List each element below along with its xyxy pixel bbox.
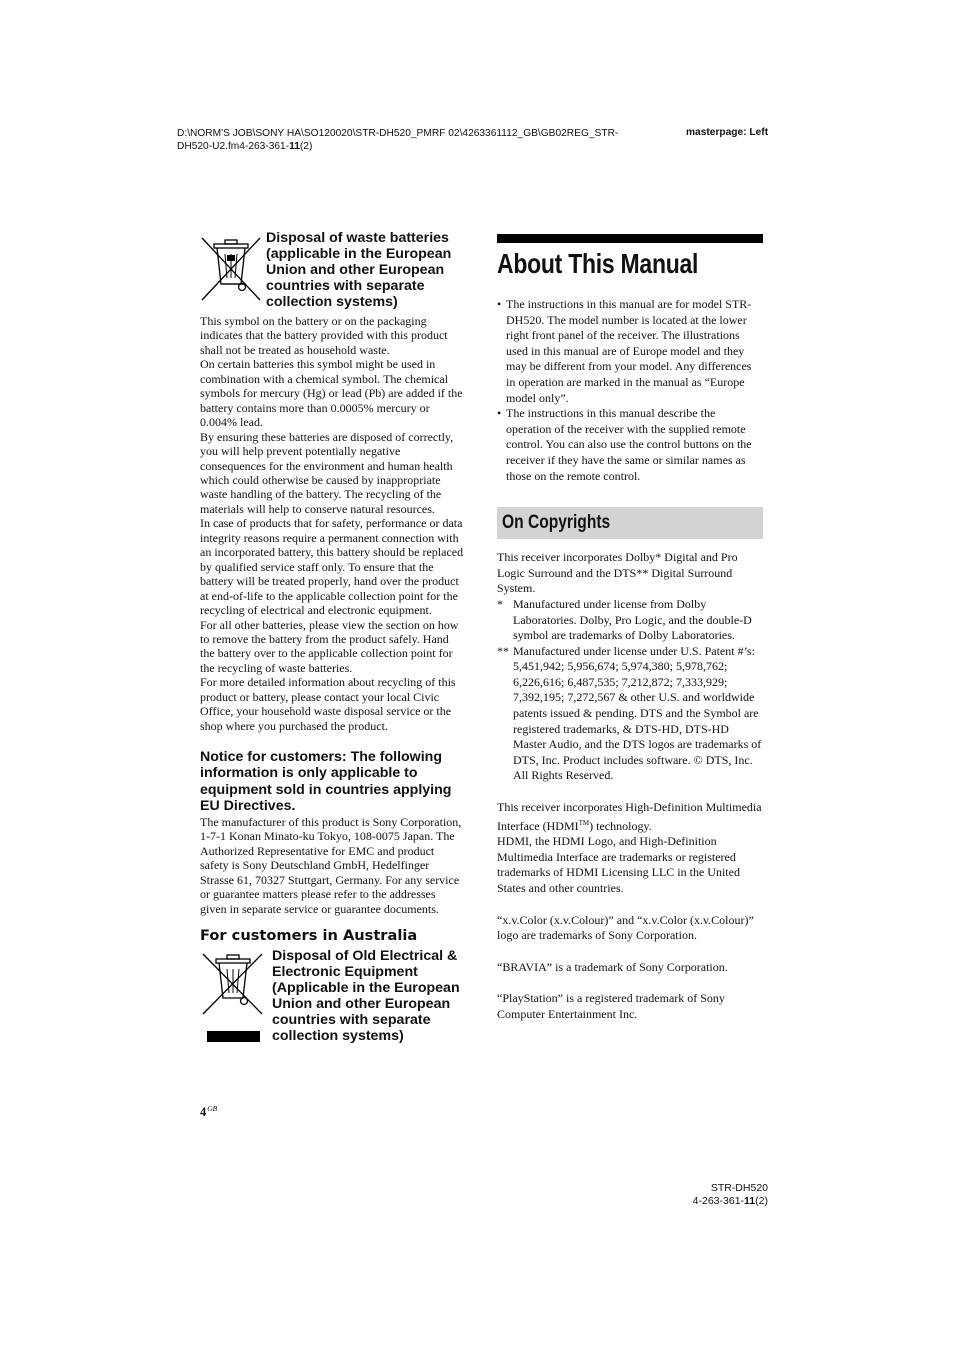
dolby-dts-intro: This receiver incorporates Dolby* Digital and Pro Logic Surround and the DTS** Digital Surround System. (497, 550, 738, 596)
masterpage-label: masterpage: Left (686, 127, 769, 138)
document-code-footer (693, 1182, 768, 1207)
document-code: 4-263-361-11(2) (692, 1194, 768, 1207)
paragraph: In case of products that for safety, performance or data integrity reasons require a permanent connection with an incorporated battery, this battery should be replaced by qualified service staff only. To ensure that the battery will be treated properly, hand over the product at end-of-life to the applicable collection point for the recycling of electrical and electronic equipment. (200, 516, 464, 618)
xvcolor-notice: “x.v.Color (x.v.Colour)” and “x.v.Color (x.v.Colour)” logo are trademarks of Sony Corporation. (497, 912, 754, 943)
file-path-line-1: D:\NORM'S JOB\SONY HA\SO120020\STR-DH520_PMRF 02\4263361112_GB\GB02REG_STR- (177, 128, 619, 139)
battery-disposal-text (200, 314, 465, 733)
page-number: $4^{GB}$ (200, 1104, 218, 1119)
section-heading-text: On Copyrights (502, 512, 611, 534)
paragraph: On certain batteries this symbol might be used in combination with a chemical symbol. The chemical symbols for mercury (Hg) or lead (Pb) are added if the battery contains more than 0.0005% mercury or 0.004% lead. (200, 357, 463, 430)
eu-notice-heading: Notice for customers: The following information is only applicable to equipment sold in countries applying EU Directives. (200, 749, 452, 814)
footnotes (497, 597, 763, 784)
title-rule (497, 234, 763, 243)
eu-notice-text: The manufacturer of this product is Sony Corporation, 1-7-1 Konan Minato-ku Tokyo, 108-0075 Japan. The Authorized Representative for EMC and product safety is Sony Deutschland GmbH, Hedelfinger Strasse 61, 70327 Stuttgart, Germany. For any service or guarantee matters please refer to the addresses given in separate service or guarantee documents. (200, 814, 462, 916)
file-path-header (177, 127, 667, 153)
weee-symbol (200, 948, 272, 1042)
weee-disposal-heading: Disposal of Old Electrical & Electronic Equipment (Applicable in the European Union and other European countries with separate collection systems) (272, 948, 460, 1045)
copyrights-section-heading (497, 507, 763, 539)
list-item: • The instructions in this manual are for model STR-DH520. The model number is located at the lower right front panel of the receiver. The illustrations used in this manual are of Europe model and they may be different from your model. Any differences in operation are marked in the manual as “Europe model only”. (497, 297, 752, 405)
page-title: About This Manual (497, 248, 699, 279)
list-item: • The instructions in this manual describe the operation of the receiver with the supplied remote control. You can also use the control buttons on the receiver if they have the same or similar names as those on the remote control. (497, 406, 752, 483)
footnote: ** Manufactured under license under U.S. Patent #’s: 5,451,942; 5,956,674; 5,974,380; 5,978,762; 6,226,616; 6,487,535; 7,212,872; 7,333,929; 7,392,195; 7,272,567 & other U.S. and worldwide patents issued & pending. DTS and the Symbol are registered trademarks, & DTS-HD, DTS-HD Master Audio, and the DTS logos are trademarks of DTS, Inc. Product includes software. © DTS, Inc. All Rights Reserved. (497, 643, 762, 783)
battery-disposal-heading: Disposal of waste batteries (applicable in the European Union and other European countries with separate collection systems) (266, 230, 452, 310)
hdmi-notice: This receiver incorporates High-Definition Multimedia Interface (HDMI™) technology. HDMI, the HDMI Logo, and High-Definition Multimedia Interface are trademarks or registered trademarks of HDMI Licensing LLC in the United States and other countries. (497, 800, 762, 895)
bravia-notice: “BRAVIA” is a trademark of Sony Corporation. (497, 959, 728, 974)
paragraph: By ensuring these batteries are disposed of correctly, you will help prevent potentially negative consequences for the environment and human health which could otherwise be caused by inappropriate waste handling of the battery. The recycling of the materials will help to conserve natural resources. (200, 429, 454, 516)
australia-heading: For customers in Australia (200, 927, 418, 945)
crossed-out-bin-icon (200, 230, 266, 302)
weee-bar (207, 1031, 260, 1042)
paragraph: For more detailed information about recycling of this product or battery, please contact your local Civic Office, your household waste disposal service or the shop where you purchased the product. (200, 675, 456, 733)
footnote: * Manufactured under license from Dolby Laboratories. Dolby, Pro Logic, and the double-D symbol are trademarks of Dolby Laboratories. (497, 596, 752, 643)
model-number: STR-DH520 (710, 1182, 768, 1194)
crossed-out-wheelie-bin-icon (200, 948, 266, 1016)
file-path-line-2: DH520-U2.fm4-263-361-11(2) (177, 141, 313, 152)
battery-disposal-block (200, 230, 465, 310)
right-column (497, 234, 763, 1023)
manual-notes-list (497, 297, 763, 484)
paragraph: For all other batteries, please view the section on how to remove the battery from the product safely. Hand the battery over to the applicable collection point for the recycling of waste batteries. (200, 617, 459, 675)
playstation-notice: “PlayStation” is a registered trademark of Sony Computer Entertainment Inc. (497, 991, 725, 1021)
left-column (200, 230, 465, 1044)
weee-disposal-block (200, 948, 465, 1044)
paragraph: This symbol on the battery or on the packaging indicates that the battery provided with this product shall not be treated as household waste. (200, 314, 448, 357)
